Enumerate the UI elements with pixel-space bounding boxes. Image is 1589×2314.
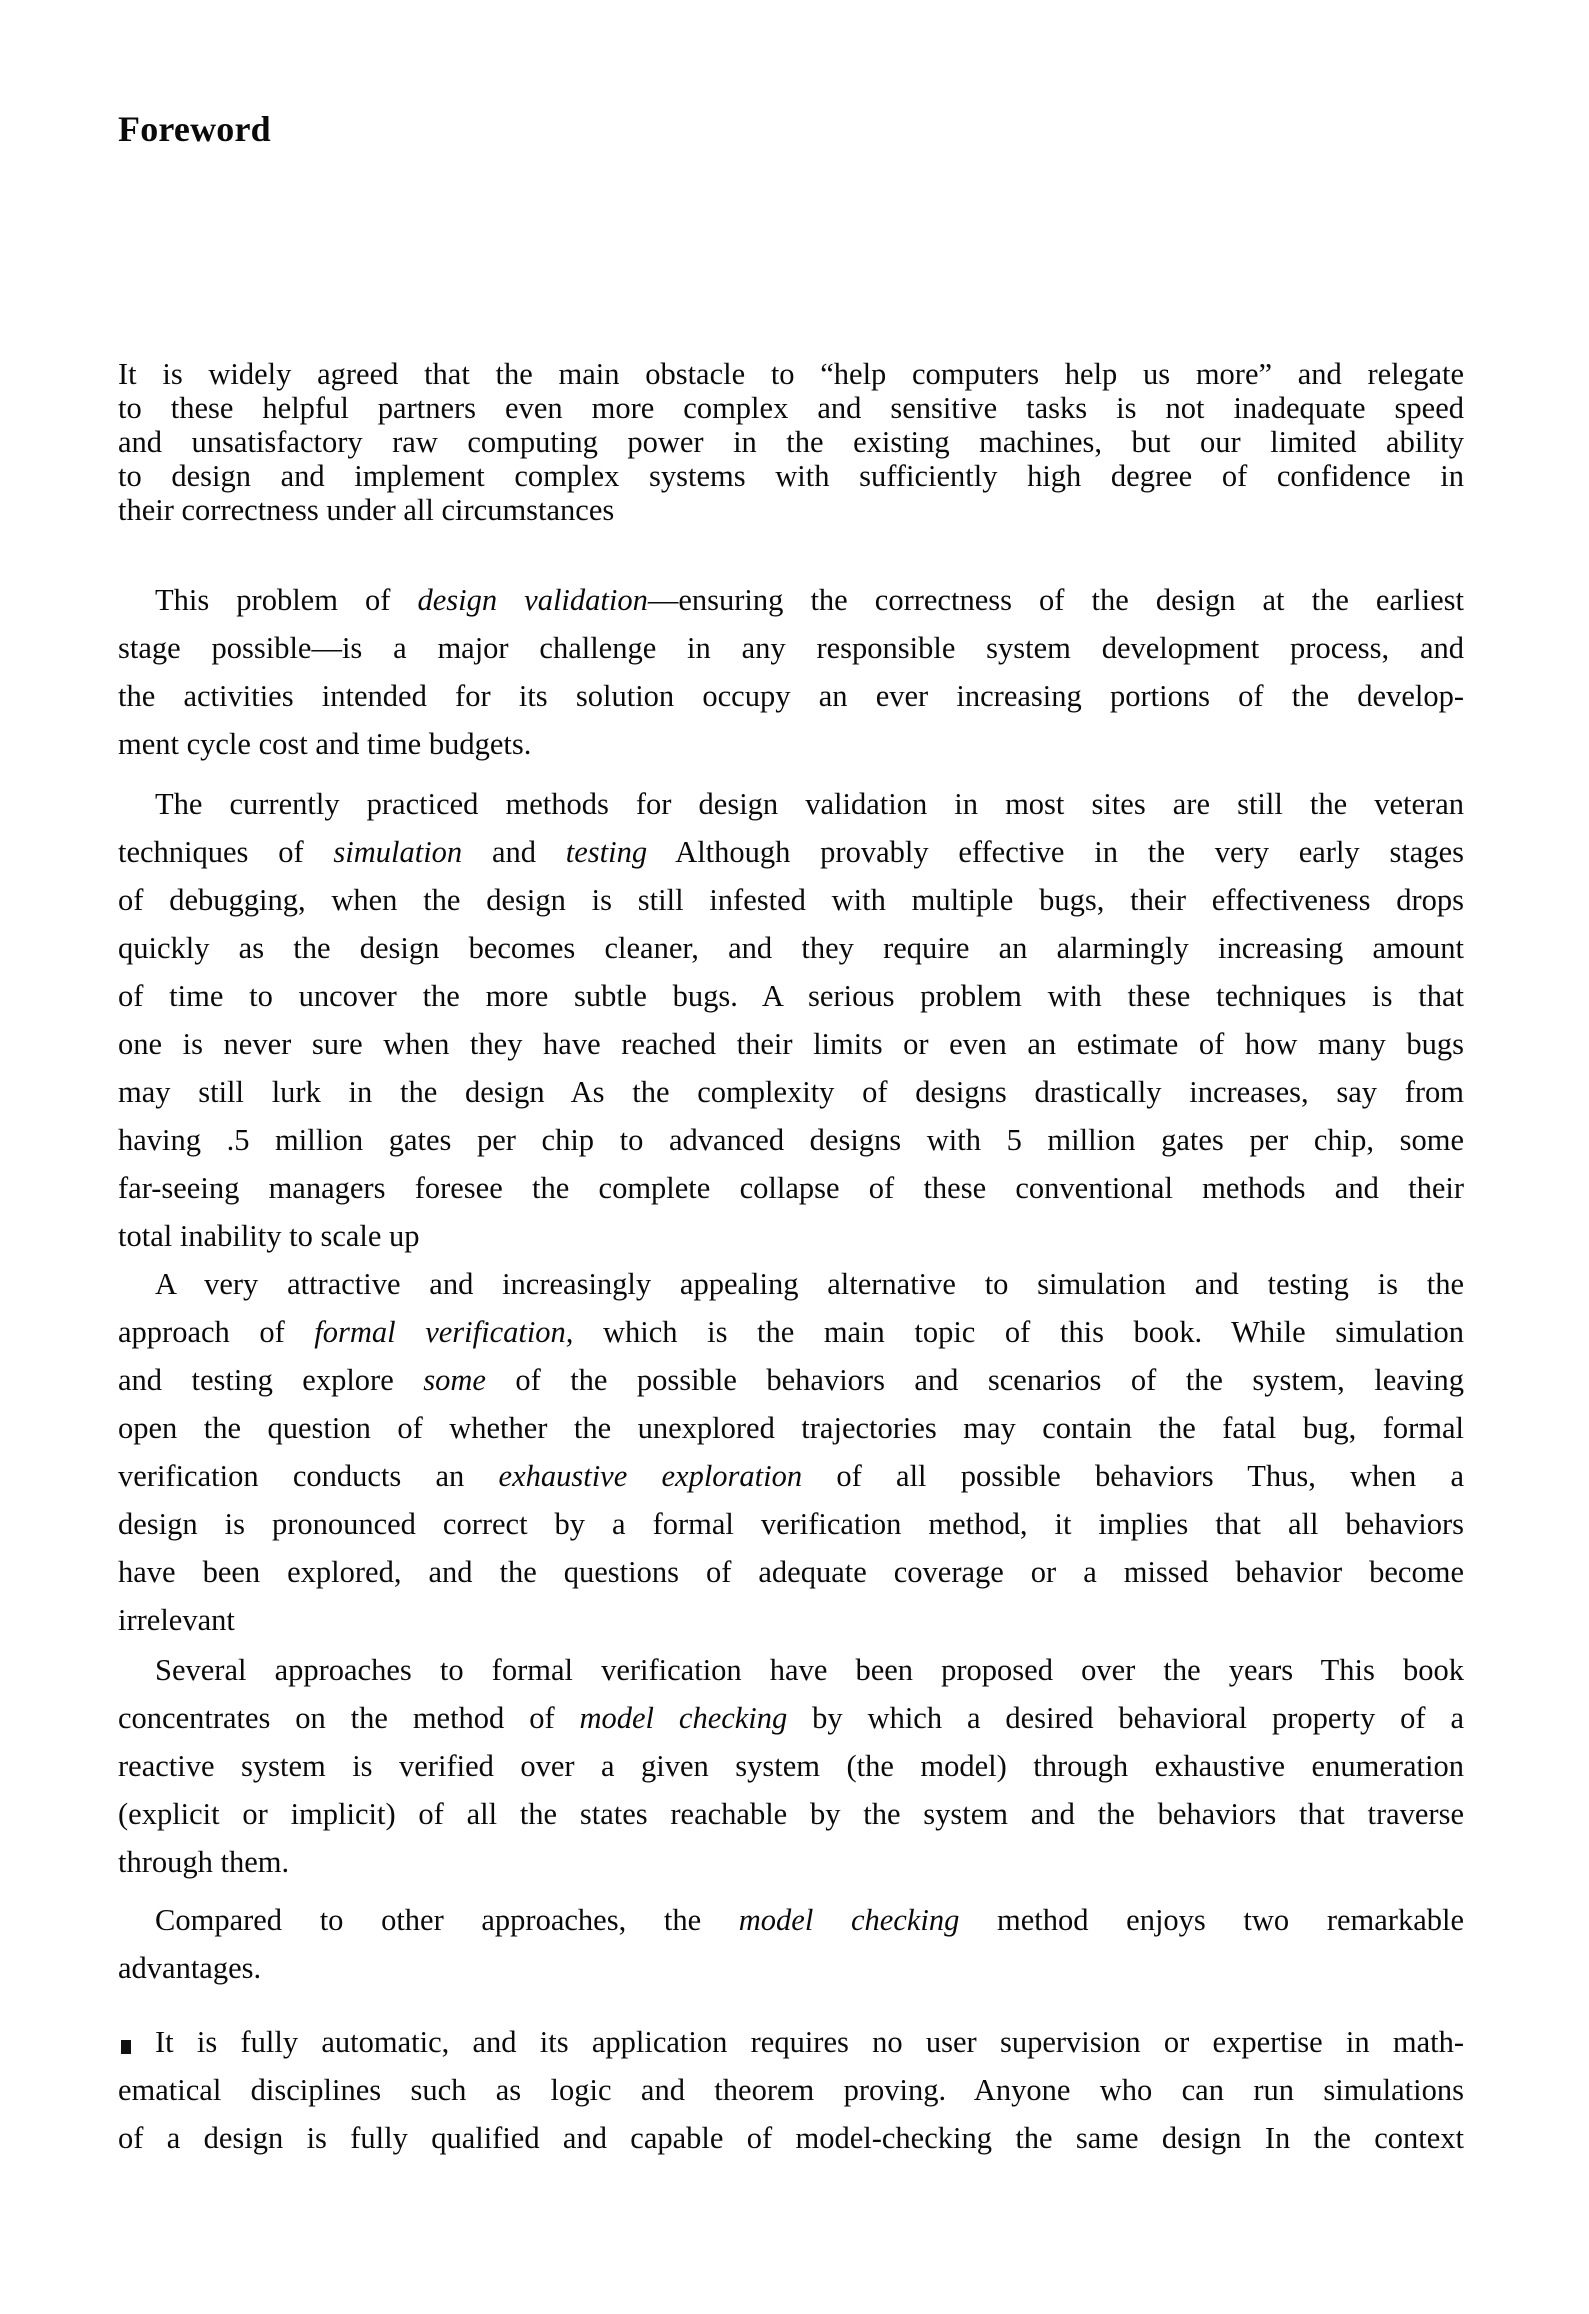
text-line: Several approaches to formal verification have been proposed over the years This book [155,1653,1464,1687]
emphasis: some [423,1363,486,1397]
text-line: quickly as the design becomes cleaner, and they require an alarmingly increasing amount [118,931,1464,965]
text-line: design is pronounced correct by a formal verification method, it implies that all behaviors [118,1507,1464,1541]
text-line: Compared to other approaches, the model checking method enjoys two remarkable [155,1903,1464,1937]
text-line: through them. [118,1845,290,1879]
text-line: total inability to scale up [118,1219,420,1253]
bullet-square-icon [121,2040,131,2054]
text-line: It is fully automatic, and its application requires no user supervision or expertise in math- [155,2025,1464,2059]
emphasis: exhaustive exploration [498,1459,803,1493]
text-line: (explicit or implicit) of all the states reachable by the system and the behaviors that traverse [118,1797,1464,1831]
emphasis: model checking [738,1903,960,1937]
page-heading: Foreword [118,109,271,149]
text-line: of a design is fully qualified and capable of model-checking the same design In the context [118,2121,1464,2155]
text-line: and unsatisfactory raw computing power in the existing machines, but our limited ability [118,425,1464,459]
text-line: may still lurk in the design As the complexity of designs drastically increases, say from [118,1075,1464,1109]
text-line: reactive system is verified over a given system (the model) through exhaustive enumeration [118,1749,1464,1783]
text-line: concentrates on the method of model checking by which a desired behavioral property of a [118,1701,1464,1735]
text-line: the activities intended for its solution occupy an ever increasing portions of the develop- [118,679,1464,713]
text-line: and testing explore some of the possible behaviors and scenarios of the system, leaving [118,1363,1464,1397]
text-line: stage possible—is a major challenge in any responsible system development process, and [118,631,1464,665]
text-line: have been explored, and the questions of adequate coverage or a missed behavior become [118,1555,1464,1589]
emphasis: formal verification, [314,1315,574,1349]
text-line: This problem of design validation—ensuring the correctness of the design at the earliest [155,583,1464,617]
text-line: ematical disciplines such as logic and theorem proving. Anyone who can run simulations [118,2073,1464,2107]
emphasis: testing [565,835,648,869]
emphasis: simulation [333,835,463,869]
text-line: advantages. [118,1951,262,1985]
text-line: of debugging, when the design is still infested with multiple bugs, their effectiveness drops [118,883,1464,917]
text-line: approach of formal verification, which is the main topic of this book. While simulation [118,1315,1464,1349]
text-line: far-seeing managers foresee the complete collapse of these conventional methods and their [118,1171,1464,1205]
text-line: It is widely agreed that the main obstacle to “help computers help us more” and relegate [118,357,1464,391]
text-line: their correctness under all circumstances [118,493,615,527]
text-line: one is never sure when they have reached their limits or even an estimate of how many bugs [118,1027,1464,1061]
text-line: techniques of simulation and testing Although provably effective in the very early stages [118,835,1464,869]
text-line: open the question of whether the unexplored trajectories may contain the fatal bug, formal [118,1411,1464,1445]
text-line: A very attractive and increasingly appealing alternative to simulation and testing is the [155,1267,1464,1301]
emphasis: model checking [579,1701,788,1735]
text-line: having .5 million gates per chip to advanced designs with 5 million gates per chip, some [118,1123,1464,1157]
text-line: to these helpful partners even more complex and sensitive tasks is not inadequate speed [118,391,1464,425]
text-line: irrelevant [118,1603,235,1637]
text-line: The currently practiced methods for design validation in most sites are still the veteran [155,787,1464,821]
text-line: verification conducts an exhaustive exploration of all possible behaviors Thus, when a [118,1459,1464,1493]
text-line: ment cycle cost and time budgets. [118,727,532,761]
emphasis: design validation [417,583,648,617]
text-line: to design and implement complex systems with sufficiently high degree of confidence in [118,459,1464,493]
text-line: of time to uncover the more subtle bugs. A serious problem with these techniques is that [118,979,1464,1013]
